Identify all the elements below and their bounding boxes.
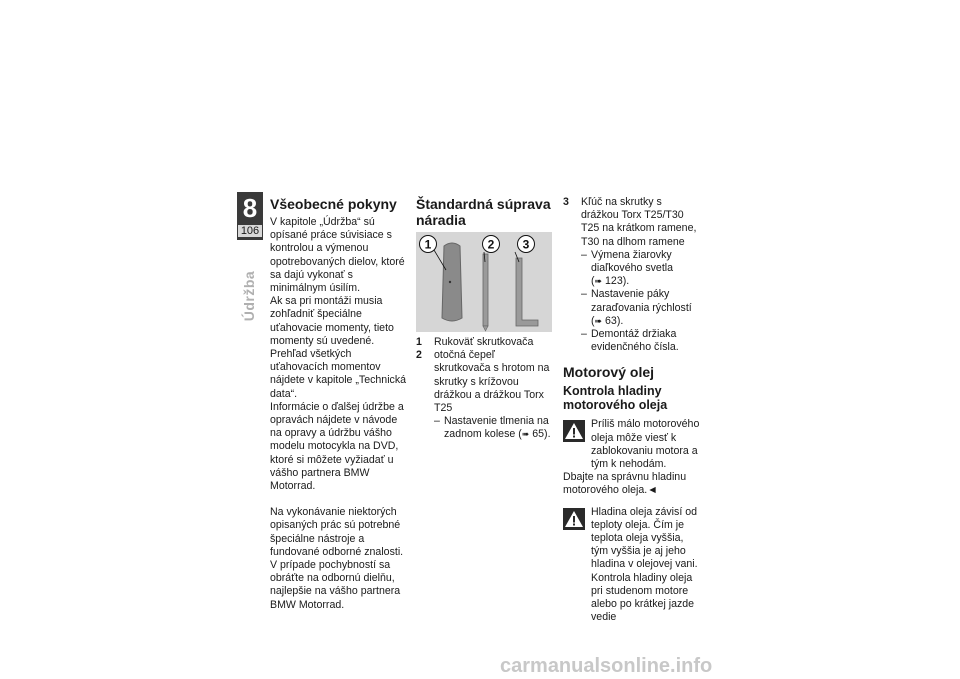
page-ref-link[interactable]: (➠ 65). (518, 428, 551, 441)
heading-toolkit: Štandardná súprava náradia (416, 196, 551, 228)
heading-oil: Motorový olej (563, 364, 655, 381)
legend-item-2-body (434, 349, 554, 441)
para-general-2: Ak sa pri montáži musia zohľadniť špeciálne uťahovacie momenty, tieto momenty sú uvedené. Prehľad všetkých uťahovacích momentov nájdete v kapitole „Technická data“. (270, 295, 407, 400)
arrow-right-icon: ➠ (594, 315, 603, 326)
para-general-3: Informácie o ďalšej údržbe a opravách nájdete v návode na opravy a údržbu vášho modelu motocykla na DVD, ktoré si môžete vyžiadať u vášho partnera BMW Motorrad. (270, 400, 404, 493)
legend-key: 2 (416, 349, 422, 362)
page-ref-number: 65 (532, 428, 545, 441)
dash-mark: – (581, 328, 587, 341)
page-number: 106 (238, 225, 262, 237)
legend-text: Rukoväť skrutkovača (434, 336, 534, 348)
callout-2: 2 (487, 237, 495, 252)
warning-box (563, 506, 701, 625)
legend-item-3-body (581, 196, 701, 354)
arrow-right-icon: ➠ (521, 429, 530, 440)
legend-subitem (581, 249, 701, 289)
legend-subitem (434, 415, 554, 441)
chapter-number: 8 (242, 193, 258, 223)
warning-icon (563, 420, 585, 442)
toolkit-illustration (416, 232, 552, 332)
page-ref-number: 123 (605, 275, 623, 288)
subitem-text: Nastavenie páky zaraďovania rýchlostí (591, 288, 692, 314)
column-oil (563, 196, 701, 624)
subitem-body (444, 415, 554, 441)
para-general-1: V kapitole „Údržba“ sú opísané práce súvisiace s kontrolou a výmenou opotrebovaných dielov, ktoré sa dajú vykonať s minimálnym úsilím. (270, 216, 405, 295)
callout-3: 3 (522, 237, 530, 252)
subitem-text: Demontáž držiaka evidenčného čísla. (591, 328, 679, 354)
legend-key: 1 (416, 336, 422, 348)
column-toolkit (416, 196, 554, 442)
legend-item (416, 349, 554, 441)
subitem-text: Výmena žiarovky diaľkového svetla (591, 248, 674, 275)
legend-subitem (581, 288, 701, 328)
para-general-4: Na vykonávanie niektorých opisaných prác sú potrebné špeciálne nástroje a fundované odborné znalosti. V prípade pochybností sa obráťte na odbornú dielňu, najlepšie na vášho partnera BMW Motorrad. (270, 506, 404, 611)
warning-text: Príliš málo motorového oleja môže viesť k zablokovaniu motora a tým k nehodám. (591, 418, 700, 471)
subitem-body (591, 249, 701, 289)
column-general (270, 196, 410, 612)
callout-1: 1 (424, 237, 432, 252)
page-ref-link[interactable]: (➠ 63). (591, 314, 624, 327)
subitem-body (591, 288, 701, 328)
toolkit-legend (416, 336, 554, 442)
page-ref-link[interactable]: (➠ 123). (591, 275, 630, 288)
warning-box (563, 418, 701, 471)
page-ref-number: 63 (605, 314, 617, 327)
legend-subitem (581, 328, 701, 354)
warning-icon (563, 508, 585, 530)
legend-text: T25 na krátkom ramene, T30 na dlhom ramene (581, 222, 697, 248)
dash-mark: – (434, 415, 440, 428)
subitem-text: Nastavenie tlmenia na zadnom kolese (444, 415, 549, 441)
dash-mark: – (581, 248, 587, 261)
arrow-right-icon: ➠ (594, 276, 603, 287)
toolkit-figure (416, 232, 552, 332)
legend-text: Kľúč na skrutky s drážkou Torx T25/T30 (581, 196, 684, 222)
legend-item (563, 196, 701, 354)
legend-key: 3 (563, 196, 569, 208)
heading-general: Všeobecné pokyny (270, 196, 397, 212)
dash-mark: – (581, 288, 587, 301)
subheading-oil-check: Kontrola hladiny motorového oleja (563, 384, 668, 413)
oil-section (563, 364, 701, 624)
warning-note: Dbajte na správnu hladinu motorového oleja.◄ (563, 471, 687, 497)
watermark: carmanualsonline.info (500, 655, 713, 677)
chapter-side-label: Údržba (241, 270, 257, 322)
legend-item (416, 336, 554, 349)
legend-text: otočná čepeľ skrutkovača s hrotom na skrutky s krížovou drážkou a drážkou Torx T25 (434, 349, 550, 415)
warning-text: Hladina oleja závisí od teploty oleja. Čím je teplota oleja vyššia, tým vyššia je aj jeho hladina v olejovej vani. Kontrola hladiny oleja pri studenom motore alebo po krátkej jazde vedie (591, 505, 698, 624)
